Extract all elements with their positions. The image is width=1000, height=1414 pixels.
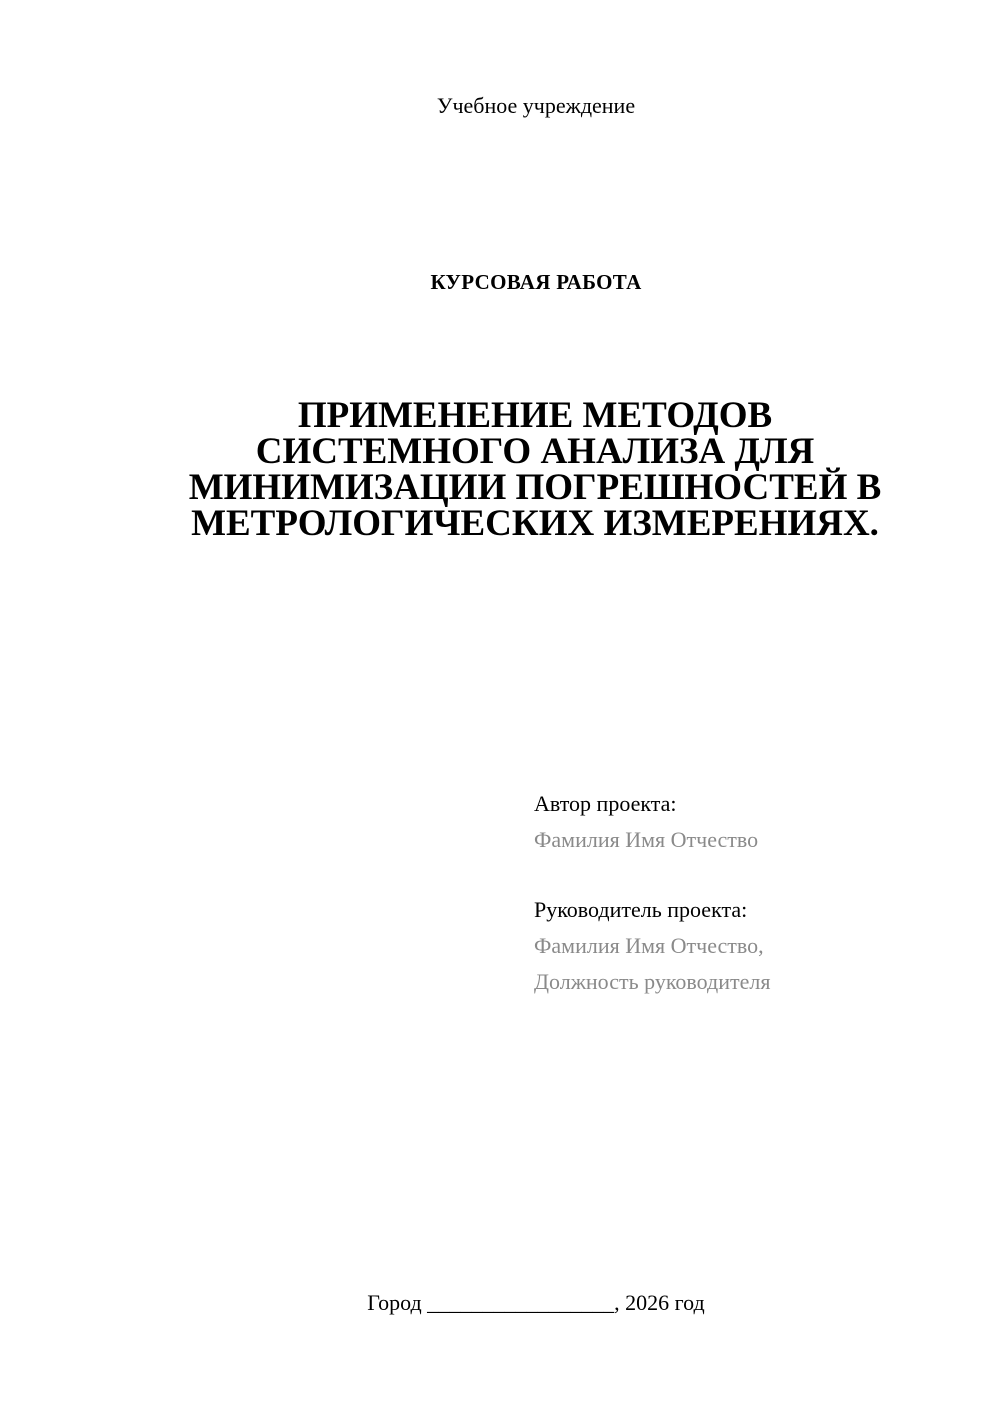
work-title-line: ПРИМЕНЕНИЕ МЕТОДОВ bbox=[297, 395, 773, 436]
supervisor-position-placeholder: Должность руководителя bbox=[534, 969, 771, 994]
supervisor-name-placeholder: Фамилия Имя Отчество, bbox=[534, 933, 764, 958]
supervisor-block bbox=[534, 892, 954, 1000]
work-title-line: МИНИМИЗАЦИИ ПОГРЕШНОСТЕЙ В bbox=[188, 467, 882, 508]
work-title-line: СИСТЕМНОГО АНАЛИЗА ДЛЯ bbox=[255, 431, 815, 472]
year-text: , 2026 год bbox=[614, 1290, 705, 1315]
institution-name: Учебное учреждение bbox=[436, 93, 636, 118]
city-year-line bbox=[0, 1288, 1000, 1318]
city-label: Город bbox=[367, 1290, 422, 1315]
work-title-line: МЕТРОЛОГИЧЕСКИХ ИЗМЕРЕНИЯХ. bbox=[191, 503, 879, 544]
author-block bbox=[534, 786, 954, 858]
author-name-placeholder: Фамилия Имя Отчество bbox=[534, 827, 759, 852]
city-blank: _________________ bbox=[427, 1290, 615, 1315]
work-title bbox=[150, 395, 920, 544]
work-type-heading: КУРСОВАЯ РАБОТА bbox=[430, 270, 642, 294]
supervisor-label: Руководитель проекта: bbox=[534, 897, 748, 922]
author-label: Автор проекта: bbox=[534, 791, 677, 816]
